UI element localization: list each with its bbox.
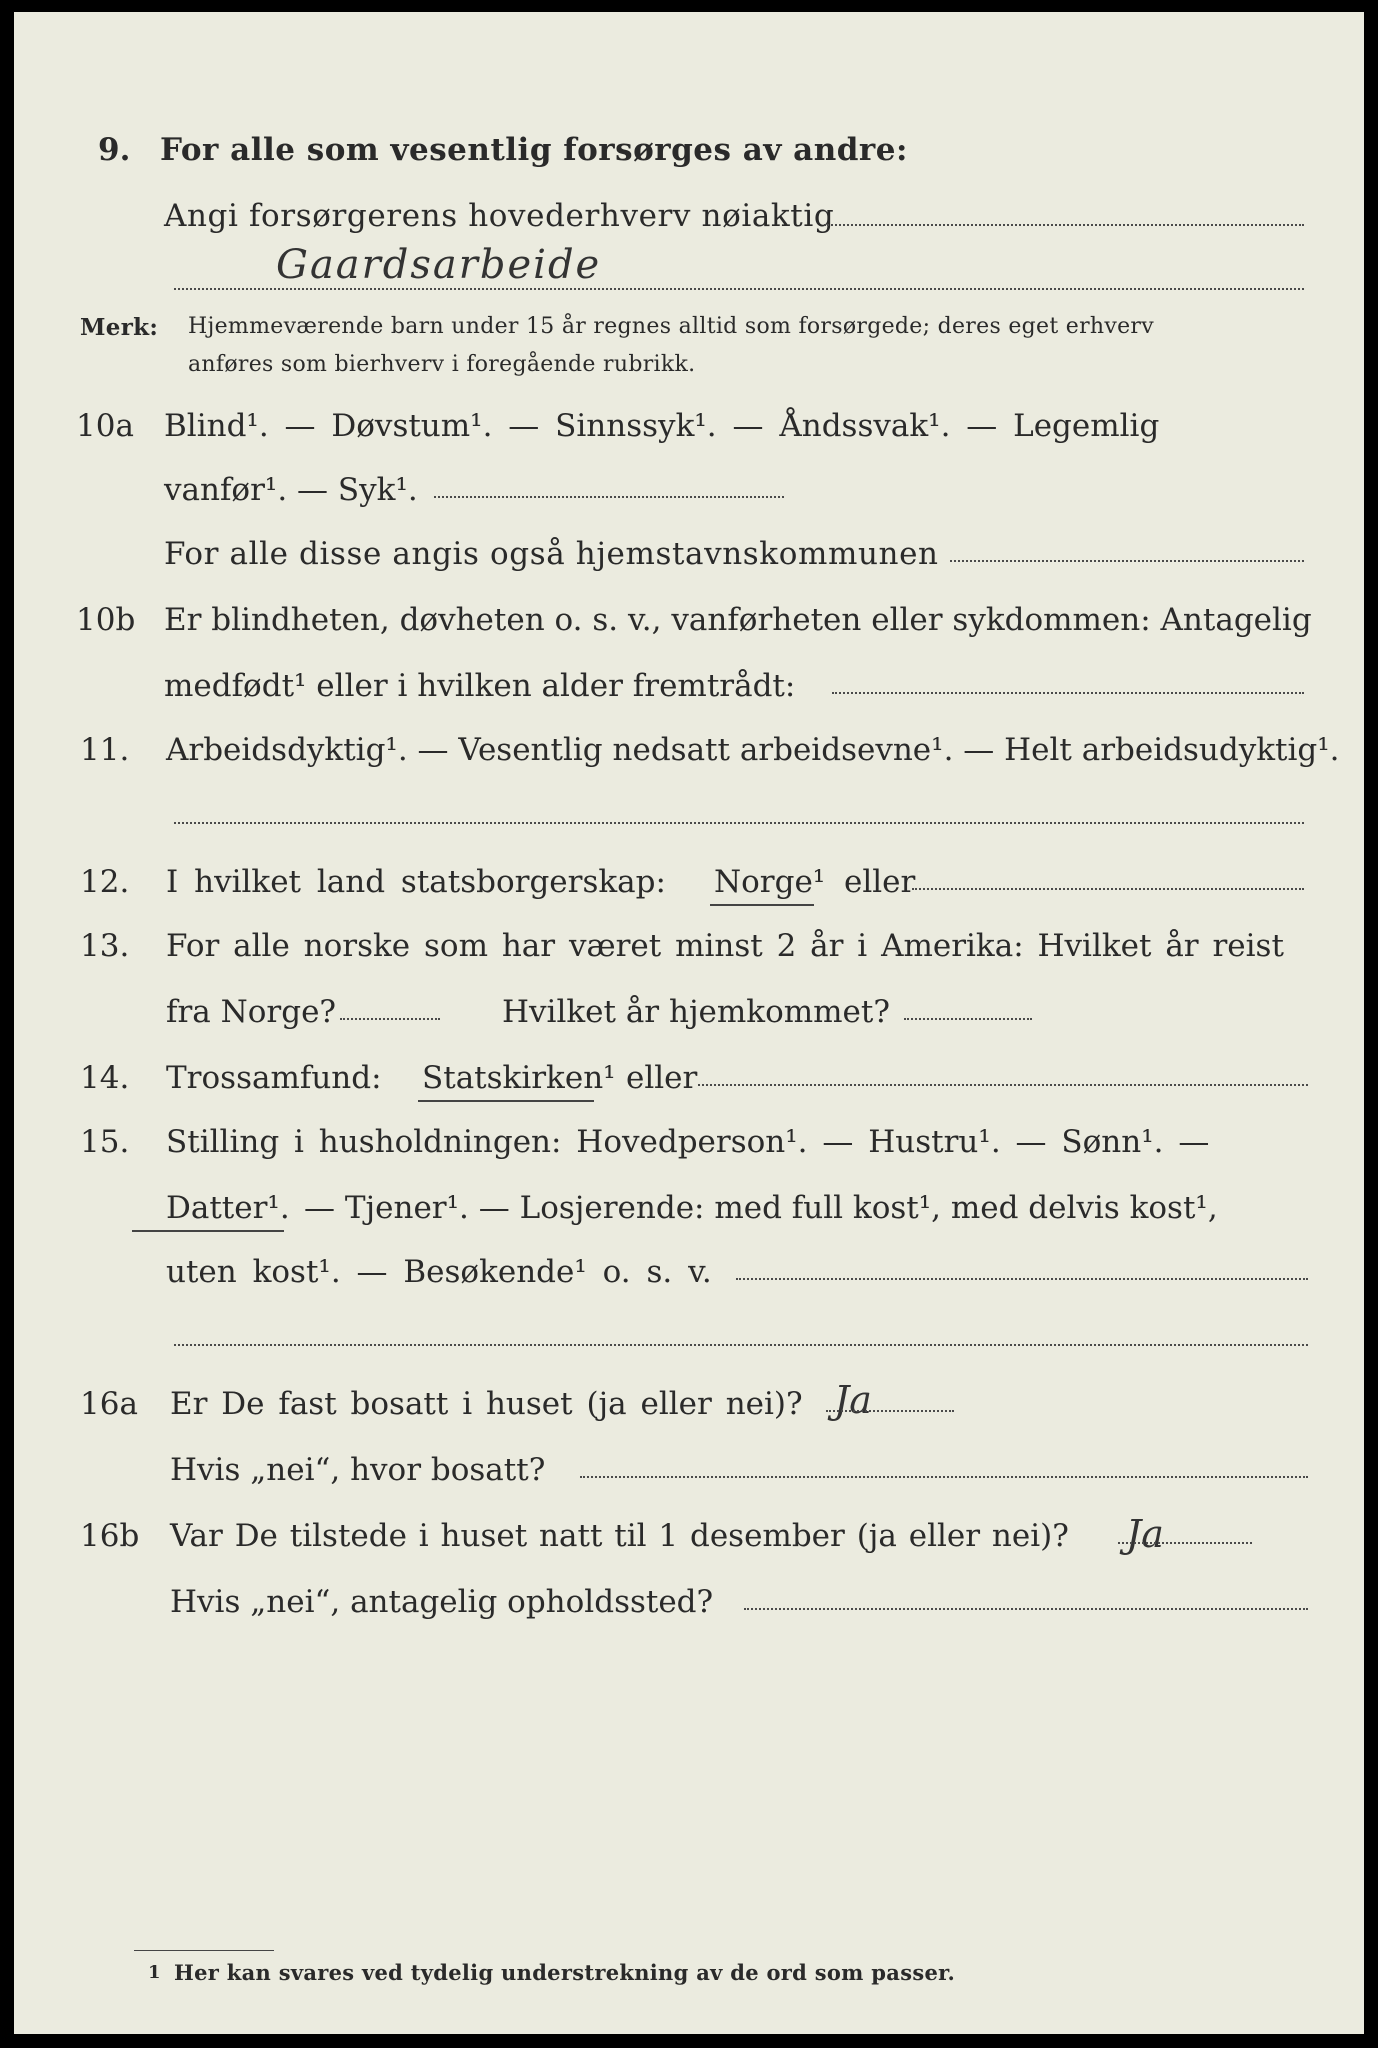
q9-instruction: Angi forsørgerens hovederhverv nøiaktig [164,198,835,234]
q12-underline-norge [710,904,814,906]
q15-line-3: uten kost¹. — Besøkende¹ o. s. v. [166,1254,712,1290]
q12-prefix: I hvilket land statsborgerskap: [166,864,666,900]
q16b-handwritten-answer: Ja [1126,1512,1164,1556]
q10a-home-municipality-line [950,560,1304,562]
footnote-text: Her kan svares ved tydelig understrekning av de ord som passer. [174,1960,956,1985]
q12-option-norge: Norge¹ [714,864,826,900]
q14-suffix: eller [626,1060,698,1096]
q10b-answer-line [832,692,1304,694]
q11-number: 11. [80,732,130,768]
q16a-handwritten-answer: Ja [834,1378,872,1422]
q12-number: 12. [80,864,130,900]
q11-line-1: Arbeidsdyktig¹. — Vesentlig nedsatt arbeidsevne¹. — Helt arbeidsudyktig¹. [166,732,1340,768]
q16b-line-2: Hvis „nei“, antagelig opholdssted? [170,1584,714,1620]
q9-answer-line-2 [174,288,1304,290]
q15-line-1: Stilling i husholdningen: Hovedperson¹. — Hustru¹. — Sønn¹. — [166,1124,1210,1160]
q16a-line-2: Hvis „nei“, hvor bosatt? [170,1452,546,1488]
q16b-line-1: Var De tilstede i huset natt til 1 desember (ja eller nei)? [170,1518,1069,1554]
q13-line-1: For alle norske som har været minst 2 år i Amerika: Hvilket år reist [166,928,1284,964]
q10a-answer-line [434,496,784,498]
q16b-location-line [744,1608,1308,1610]
q16a-where-line [580,1476,1308,1478]
q9-answer-line-1 [824,224,1304,226]
q9-handwritten-answer: Gaardsarbeide [276,242,602,288]
merk-line-2: anføres som bierhverv i foregående rubrikk. [188,352,696,377]
q15-answer-line-2 [174,1344,1308,1346]
q13-line-2b: Hvilket år hjemkommet? [502,994,890,1030]
q14-answer-line [698,1084,1308,1086]
footnote-mark: 1 [148,1962,161,1983]
q10a-line-2: vanfør¹. — Syk¹. [164,472,418,508]
q13-year-returned-line [904,1018,1032,1020]
q13-number: 13. [80,928,130,964]
merk-line-1: Hjemmeværende barn under 15 år regnes alltid som forsørgede; deres eget erhverv [188,314,1154,339]
q11-answer-line [174,822,1304,824]
q13-line-2a: fra Norge? [166,994,337,1030]
q16b-number: 16b [80,1518,140,1554]
q10a-line-1: Blind¹. — Døvstum¹. — Sinnssyk¹. — Åndssvak¹. — Legemlig [164,408,1160,444]
q9-question: For alle som vesentlig forsørges av andre: [160,132,908,168]
q10b-number: 10b [76,602,136,638]
q14-underline-statskirken [418,1100,594,1102]
q12-suffix: eller [844,864,916,900]
q16a-line-1: Er De fast bosatt i huset (ja eller nei)? [170,1386,803,1422]
q12-answer-line [912,888,1304,890]
q14-number: 14. [80,1060,130,1096]
q16b-answer-line [1118,1542,1252,1544]
q16a-number: 16a [80,1386,138,1422]
q14-option-statskirken: Statskirken¹ [422,1060,616,1096]
q15-option-datter: Datter¹. [166,1190,290,1226]
q10a-number: 10a [76,408,134,444]
q15-underline-datter [132,1230,284,1232]
q14-prefix: Trossamfund: [166,1060,382,1096]
q15-line-2: — Tjener¹. — Losjerende: med full kost¹, med delvis kost¹, [304,1190,1218,1226]
q9-number: 9. [98,132,131,168]
q13-year-left-line [340,1018,440,1020]
q10b-line-2: medfødt¹ eller i hvilken alder fremtrådt: [164,668,796,704]
merk-label: Merk: [80,314,159,341]
q15-number: 15. [80,1124,130,1160]
q10b-line-1: Er blindheten, døvheten o. s. v., vanførheten eller sykdommen: Antagelig [164,602,1312,638]
q16a-answer-line [826,1410,954,1412]
q10a-line-3: For alle disse angis også hjemstavnskommunen [164,536,939,572]
census-form-page [14,12,1364,2034]
q15-answer-line-1 [736,1278,1308,1280]
footnote-rule [134,1950,274,1951]
